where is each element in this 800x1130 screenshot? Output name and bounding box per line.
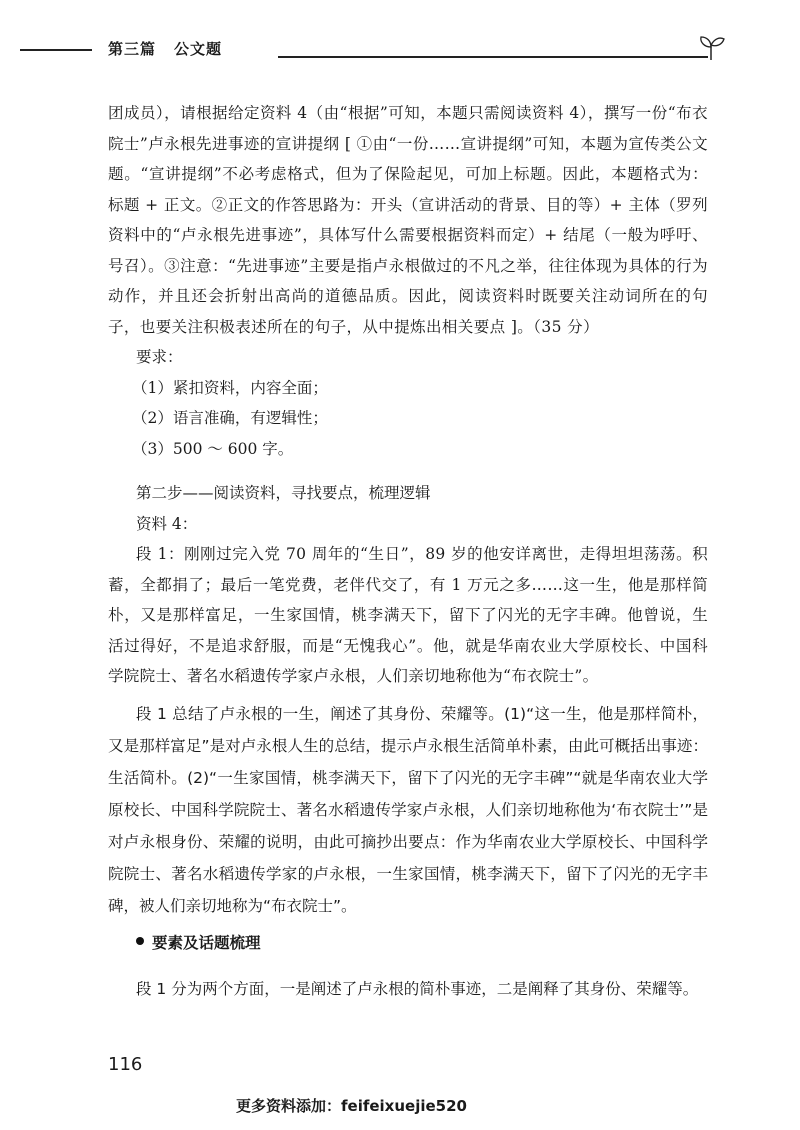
material-label: 资料 4： (136, 514, 198, 533)
page-number: 116 (108, 1054, 143, 1075)
footer-note: 更多资料添加：feifeixuejie520 (236, 1097, 467, 1115)
bullet-heading-text: 要素及话题梳理 (152, 933, 261, 952)
requirements-title: 要求： (136, 348, 183, 366)
header-chapter: 公文题 (174, 40, 223, 58)
material-paragraph: 段 1：刚刚过完入党 70 周年的“生日”，89 岁的他安详离世，走得坦坦荡荡。积蓄，全都捐了；最后一笔党费，老伴代交了，有 1 万元之多……这一生，他是那样简朴，又是那样富足，一生家国情，桃李满天下，留下了闪光的无字丰碑。他曾说，生活过得好，不是追求舒服，而是“无愧我心”。他，就是华南农业大学原校长、中国科学院院士、著名水稻遗传学家卢永根，人们亲切地称他为“布衣院士”。 (108, 545, 708, 685)
page-header (20, 34, 710, 64)
sprout-icon (696, 32, 726, 62)
question-paragraph: 团成员），请根据给定资料 4（由“根据”可知，本题只需阅读资料 4），撰写一份“布衣院士”卢永根先进事迹的宣讲提纲 [ ①由“一份……宣讲提纲”可知，本题为宣传类公文题。“宣讲提纲”不必考虑格式，但为了保险起见，可加上标题。因此，本题格式为：标题 + 正文。②正文的作答思路为：开头（宣讲活动的背景、目的等）+ 主体（罗列资料中的“卢永根先进事迹”，具体写什么需要根据资料而定）+ 结尾（一般为呼吁、号召）。③注意：“先进事迹”主要是指卢永根做过的不凡之举，往往体现为具体的行为动作，并且还会折射出高尚的道德品质。因此，阅读资料时既要关注动词所在的句子，也要关注积极表述所在的句子，从中提炼出相关要点 ]。（35 分） (108, 104, 708, 336)
requirement-item: （3）500 ～ 600 字。 (132, 439, 294, 458)
header-section: 第三篇 (108, 40, 157, 58)
header-rule-right (278, 56, 708, 58)
header-title (108, 38, 222, 59)
bullet-icon (136, 937, 144, 945)
analysis-paragraph: 段 1 总结了卢永根的一生，阐述了其身份、荣耀等。(1)“这一生，他是那样简朴，又是那样富足”是对卢永根人生的总结，提示卢永根生活简单朴素，由此可概括出事迹：生活简朴。(2)“一生家国情，桃李满天下，留下了闪光的无字丰碑”“就是华南农业大学原校长、中国科学院院士、著名水稻遗传学家卢永根，人们亲切地称他为‘布衣院士’”是对卢永根身份、荣耀的说明，由此可摘抄出要点：作为华南农业大学原校长、中国科学院院士、著名水稻遗传学家的卢永根，一生家国情，桃李满天下，留下了闪光的无字丰碑，被人们亲切地称为“布衣院士”。 (108, 704, 708, 915)
step-heading: 第二步——阅读资料，寻找要点，梳理逻辑 (136, 484, 431, 502)
page-content (108, 98, 708, 1004)
bullet-heading (108, 928, 708, 959)
summary-paragraph: 段 1 分为两个方面，一是阐述了卢永根的简朴事迹，二是阐释了其身份、荣耀等。 (136, 979, 699, 998)
requirement-item: （2）语言准确，有逻辑性； (132, 409, 328, 427)
header-rule-left (20, 49, 92, 51)
requirement-item: （1）紧扣资料，内容全面； (132, 378, 328, 397)
